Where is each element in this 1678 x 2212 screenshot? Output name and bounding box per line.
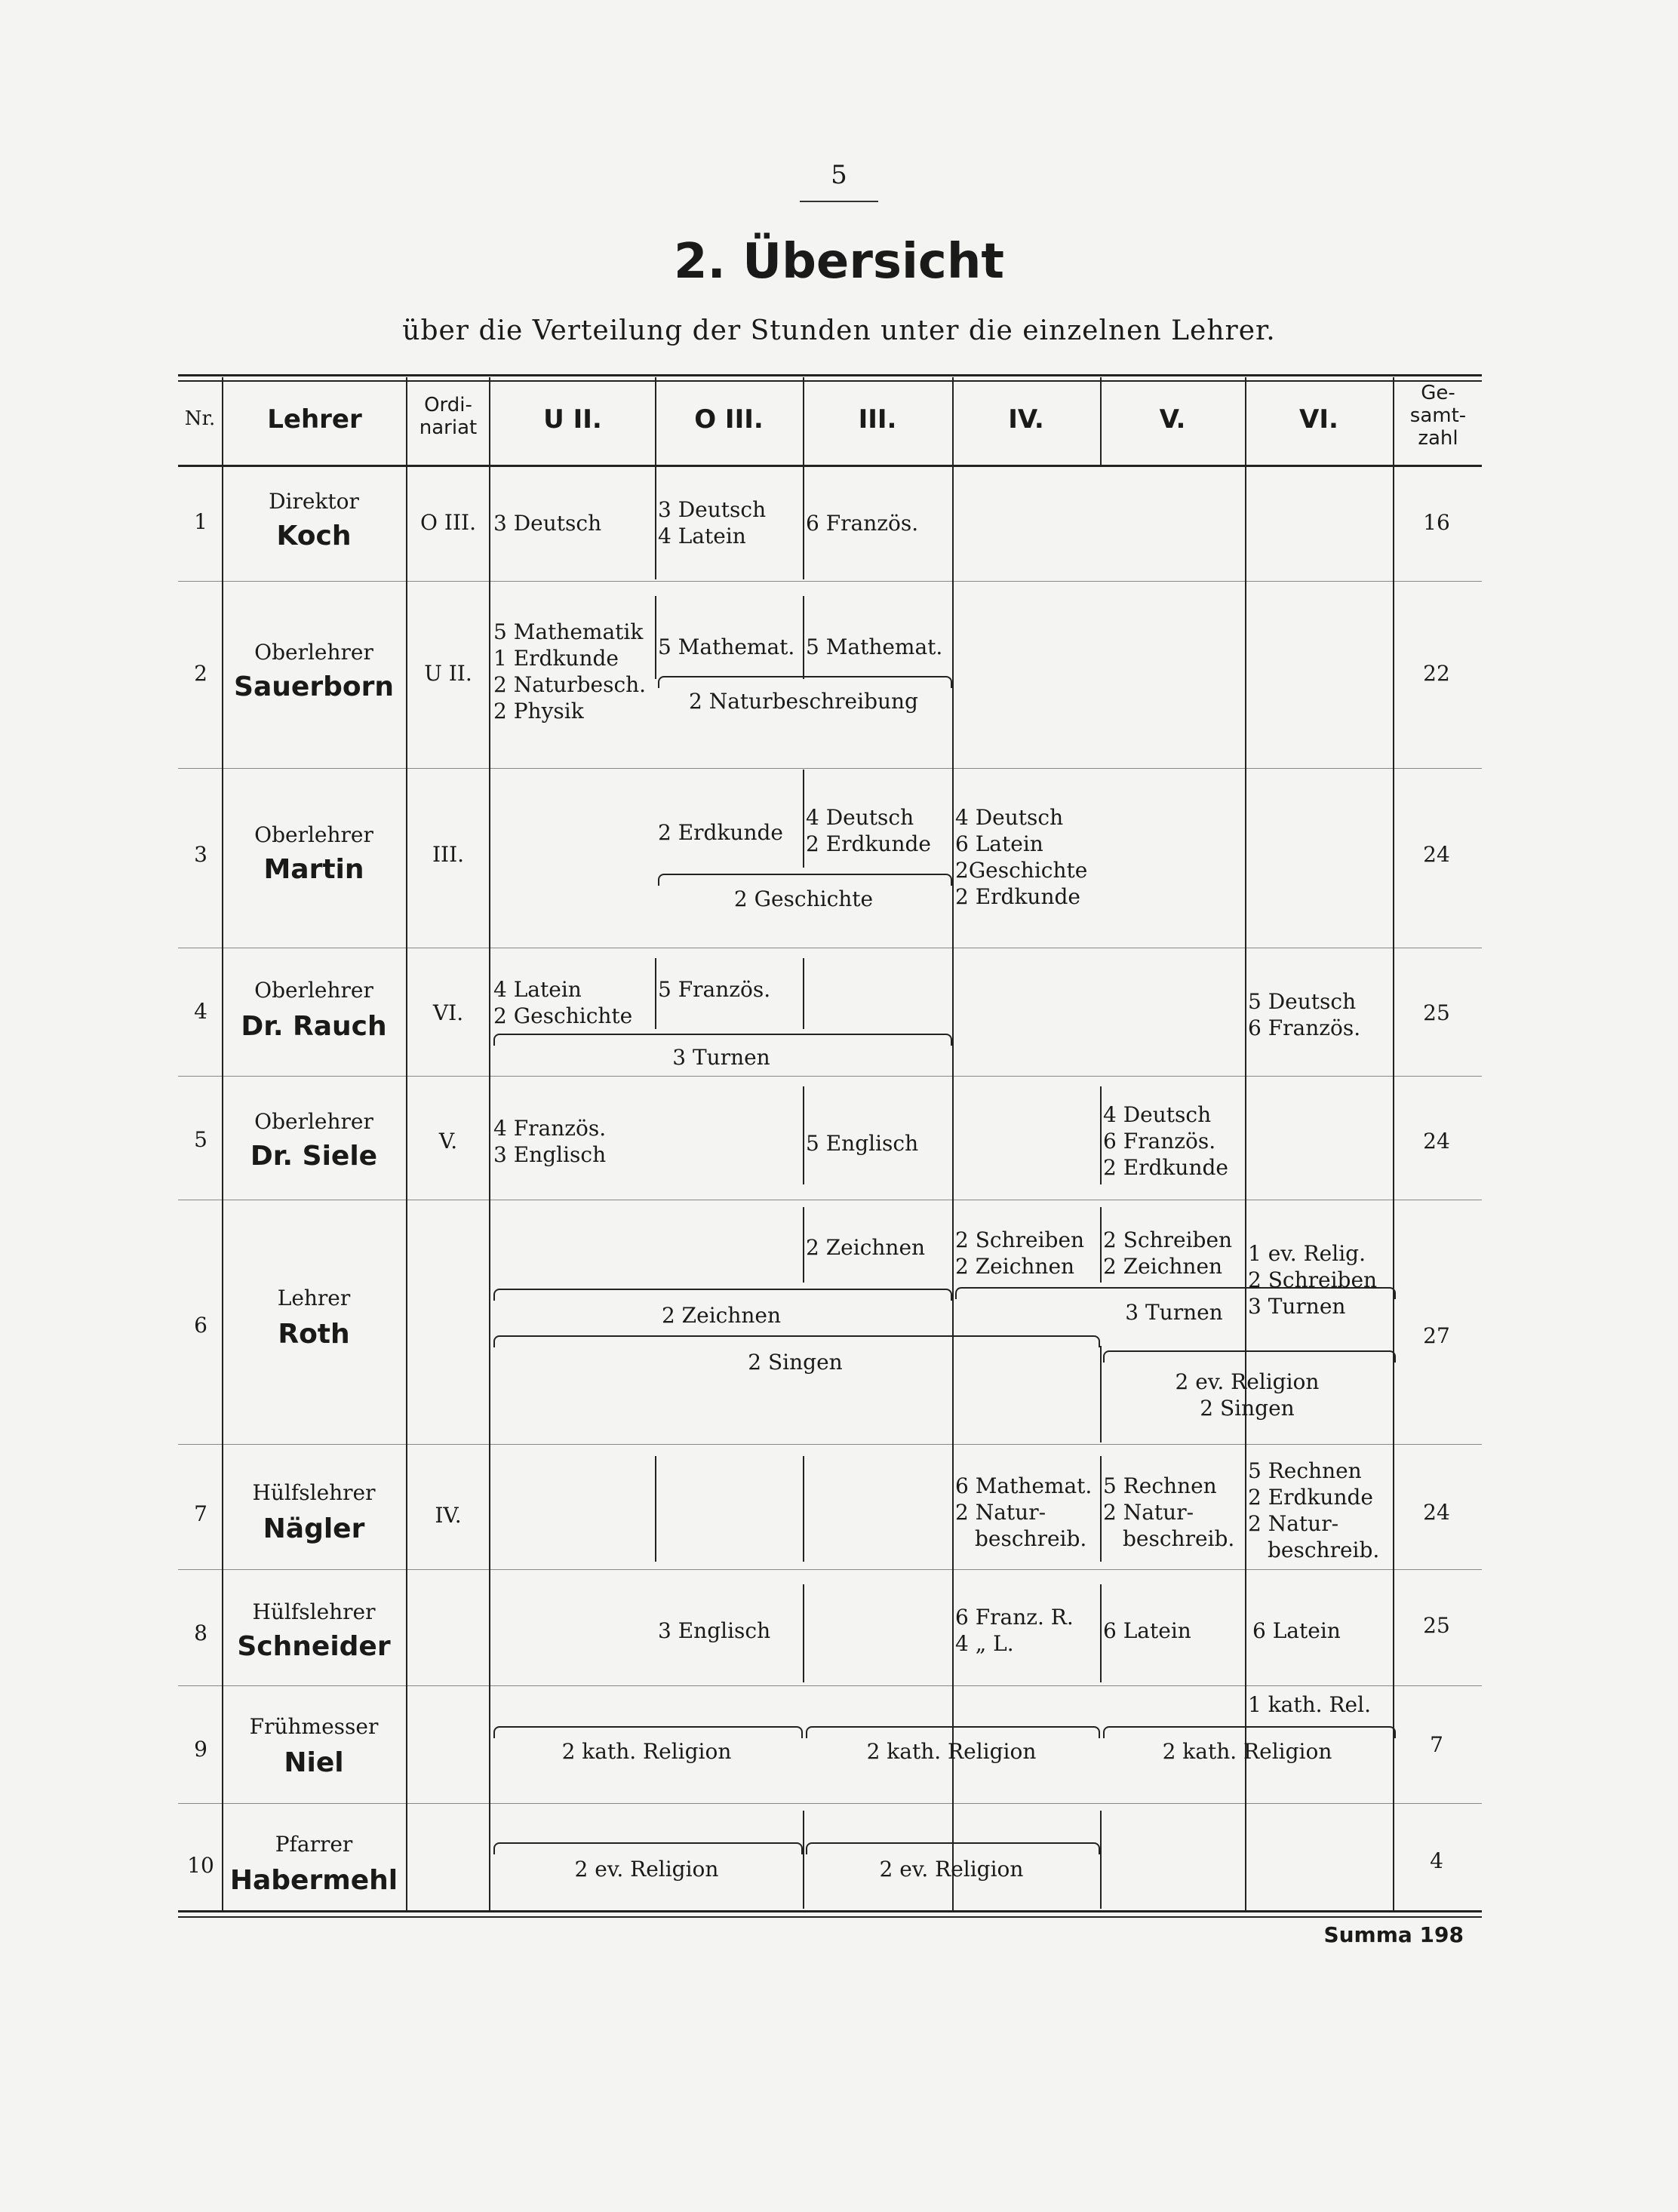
- shared-bracket: [806, 1726, 1100, 1738]
- lesson-cell: 6 Mathemat. 2 Natur- beschreib.: [955, 1473, 1093, 1551]
- lesson-cell: 2 kath. Religion: [1162, 1739, 1332, 1764]
- lesson-cell: 4 Deutsch 6 Latein 2Geschichte 2 Erdkunde: [955, 805, 1088, 909]
- teacher-role: Oberlehrer: [254, 822, 373, 847]
- shared-bracket: [658, 676, 952, 688]
- column-header-c5: V.: [1159, 404, 1186, 435]
- row-number: 6: [194, 1313, 207, 1338]
- page-title: 2. Übersicht: [674, 234, 1004, 290]
- lesson-cell: 2 kath. Religion: [561, 1739, 732, 1764]
- page-number: 5: [831, 160, 847, 190]
- lesson-cell: 6 Franz. R. 4 „ L.: [955, 1605, 1074, 1656]
- lesson-cell: 2 Schreiben 2 Zeichnen: [1103, 1227, 1233, 1279]
- lesson-cell: 2 kath. Religion: [866, 1739, 1037, 1764]
- ordinariat: V.: [438, 1129, 458, 1154]
- teacher-role: Lehrer: [277, 1286, 351, 1310]
- lesson-cell: 2 Schreiben 2 Zeichnen: [955, 1227, 1085, 1279]
- lesson-cell: 3 Turnen: [672, 1045, 770, 1070]
- teacher-name: Nägler: [263, 1513, 365, 1544]
- teacher-role: Oberlehrer: [254, 640, 373, 665]
- shared-bracket: [1103, 1350, 1396, 1363]
- teacher-name: Habermehl: [229, 1865, 398, 1896]
- ordinariat: O III.: [420, 510, 476, 535]
- teacher-name: Niel: [284, 1747, 344, 1778]
- lesson-cell: 2 Zeichnen: [806, 1235, 926, 1260]
- lesson-cell: 5 Mathemat.: [658, 634, 795, 659]
- lesson-cell: 2 Naturbeschreibung: [689, 689, 918, 714]
- lesson-cell: 5 Rechnen 2 Erdkunde 2 Natur- beschreib.: [1248, 1458, 1380, 1562]
- row-number: 5: [194, 1127, 207, 1152]
- column-header-c6: VI.: [1299, 404, 1338, 435]
- lesson-cell: 5 Mathemat.: [806, 634, 943, 659]
- lesson-cell: 4 Deutsch 6 Französ. 2 Erdkunde: [1103, 1102, 1228, 1180]
- lesson-cell: 6 Latein: [1103, 1618, 1191, 1643]
- summa-total: Summa 198: [1323, 1922, 1464, 1947]
- lesson-cell: 3 Turnen: [1125, 1300, 1223, 1325]
- shared-bracket: [1103, 1726, 1396, 1738]
- shared-bracket: [493, 1335, 1100, 1347]
- teacher-name: Dr. Siele: [250, 1141, 378, 1172]
- row-number: 3: [194, 842, 207, 867]
- lesson-cell: 5 Englisch: [806, 1131, 919, 1156]
- lesson-cell: 5 Deutsch 6 Französ.: [1248, 989, 1361, 1040]
- row-number: 4: [194, 999, 207, 1024]
- shared-bracket: [806, 1842, 1100, 1854]
- lesson-cell: 4 Französ. 3 Englisch: [493, 1116, 607, 1167]
- lesson-cell: 2 Geschichte: [733, 886, 874, 911]
- column-header-o3: O III.: [694, 404, 764, 435]
- total-hours: 25: [1423, 1000, 1450, 1025]
- shared-bracket: [955, 1287, 1396, 1299]
- lesson-cell: 3 Englisch: [658, 1618, 771, 1643]
- row-number: 7: [194, 1501, 207, 1526]
- ordinariat: VI.: [432, 1000, 464, 1025]
- lesson-cell: 5 Französ.: [658, 977, 771, 1002]
- teacher-name: Sauerborn: [234, 671, 394, 702]
- teacher-name: Dr. Rauch: [241, 1011, 387, 1042]
- teacher-name: Martin: [263, 854, 364, 885]
- teacher-role: Direktor: [269, 489, 359, 514]
- lesson-cell: 6 Französ.: [806, 511, 919, 536]
- shared-bracket: [658, 874, 952, 886]
- column-header-c3: III.: [858, 404, 897, 435]
- lesson-cell: 5 Rechnen 2 Natur- beschreib.: [1103, 1473, 1235, 1551]
- row-number: 10: [187, 1853, 214, 1878]
- lesson-cell: 4 Deutsch 2 Erdkunde: [806, 805, 931, 856]
- column-header-u2: U II.: [543, 404, 602, 435]
- lesson-cell: 1 kath. Rel.: [1248, 1692, 1371, 1717]
- teacher-role: Frühmesser: [249, 1714, 379, 1739]
- teacher-role: Hülfslehrer: [252, 1599, 376, 1624]
- teacher-role: Hülfslehrer: [252, 1480, 376, 1505]
- page-subtitle: über die Verteilung der Stunden unter die einzelnen Lehrer.: [402, 315, 1276, 346]
- column-header-total: Ge-samt-zahl: [1409, 382, 1467, 450]
- total-hours: 24: [1423, 842, 1450, 867]
- lesson-cell: 6 Latein: [1252, 1618, 1341, 1643]
- row-number: 2: [194, 661, 207, 686]
- lesson-cell: 2 Zeichnen: [661, 1303, 782, 1328]
- column-header-ordinariat: Ordi-nariat: [419, 394, 478, 439]
- row-number: 8: [194, 1621, 207, 1645]
- lesson-cell: 2 Singen: [748, 1350, 843, 1375]
- lesson-cell: 3 Deutsch 4 Latein: [658, 497, 767, 548]
- total-hours: 22: [1423, 661, 1450, 686]
- teacher-name: Koch: [276, 521, 352, 551]
- ordinariat: III.: [432, 842, 465, 867]
- lesson-cell: 2 Erdkunde: [658, 820, 783, 845]
- row-number: 1: [194, 509, 207, 534]
- shared-bracket: [493, 1726, 803, 1738]
- lesson-cell: 4 Latein 2 Geschichte: [493, 977, 633, 1028]
- column-header-c4: IV.: [1008, 404, 1044, 435]
- total-hours: 24: [1423, 1129, 1450, 1154]
- shared-bracket: [493, 1289, 952, 1301]
- shared-bracket: [493, 1842, 803, 1854]
- total-hours: 7: [1430, 1732, 1443, 1757]
- total-hours: 16: [1423, 510, 1450, 535]
- lesson-cell: 2 ev. Religion: [574, 1857, 719, 1882]
- row-number: 9: [194, 1737, 207, 1762]
- teacher-name: Schneider: [237, 1631, 391, 1662]
- column-header-lehrer: Lehrer: [267, 404, 362, 435]
- ordinariat: U II.: [424, 661, 472, 686]
- lesson-cell: 3 Deutsch: [493, 511, 602, 536]
- teacher-role: Oberlehrer: [254, 1109, 373, 1134]
- lesson-cell: 2 ev. Religion 2 Singen: [1175, 1369, 1320, 1421]
- total-hours: 4: [1430, 1848, 1443, 1873]
- teacher-role: Pfarrer: [275, 1832, 353, 1857]
- total-hours: 25: [1423, 1613, 1450, 1638]
- total-hours: 27: [1423, 1323, 1450, 1348]
- teacher-role: Oberlehrer: [254, 978, 373, 1003]
- lesson-cell: 2 ev. Religion: [879, 1857, 1024, 1882]
- lesson-cell: 5 Mathematik 1 Erdkunde 2 Naturbesch. 2 Physik: [493, 619, 647, 724]
- page-number-rule: [800, 201, 878, 202]
- total-hours: 24: [1423, 1500, 1450, 1525]
- lesson-cell: 1 ev. Relig. 2 Schreiben 3 Turnen: [1248, 1241, 1378, 1319]
- ordinariat: IV.: [435, 1503, 462, 1528]
- teacher-name: Roth: [278, 1319, 350, 1350]
- column-header-nr: Nr.: [184, 407, 216, 430]
